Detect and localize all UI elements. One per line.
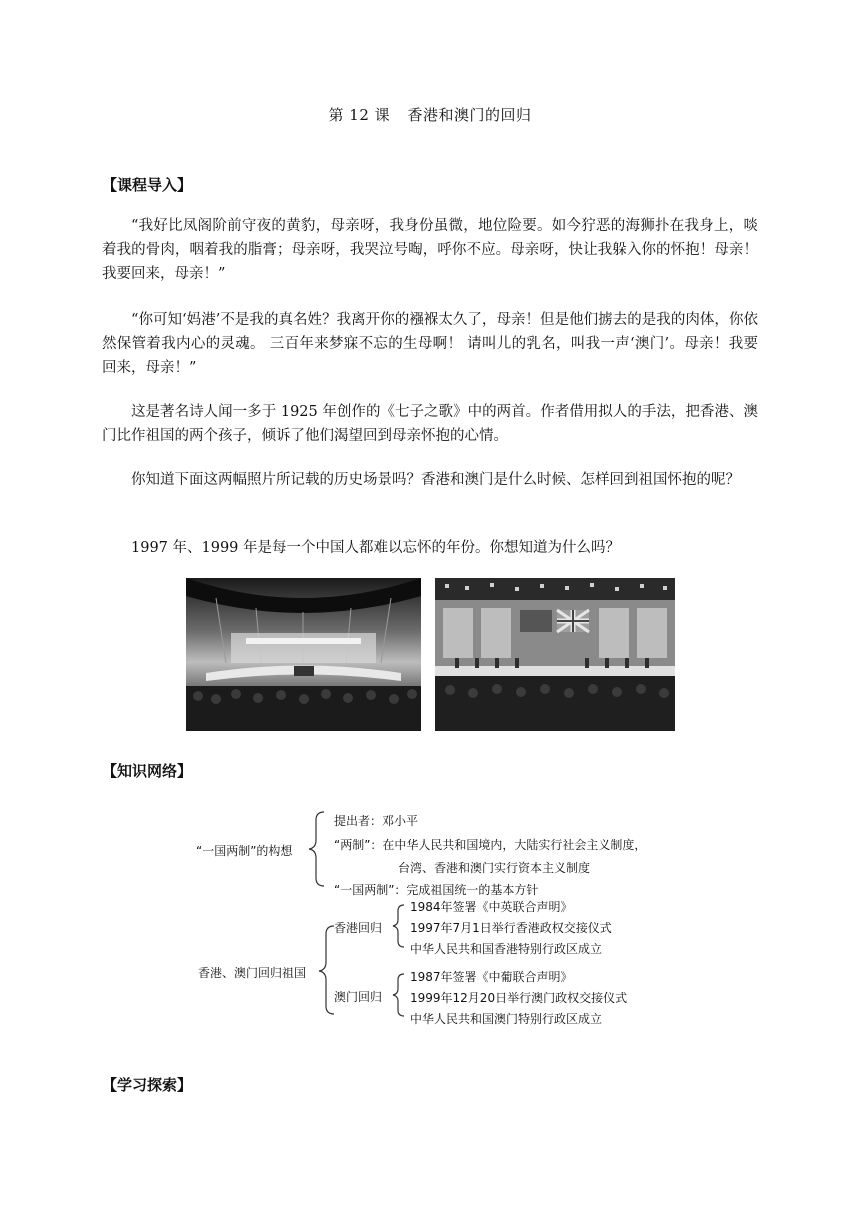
handover-photo-hongkong [186, 578, 421, 731]
diagram-hongkong-return: 香港回归 [334, 921, 383, 935]
knowledge-network-diagram [188, 802, 648, 1042]
lesson-number: 第 12 课 [328, 106, 391, 124]
paragraph-poem-hongkong: “我好比凤阁阶前守夜的黄豹，母亲呀，我身份虽微，地位险要。如今狞恶的海狮扑在我身上，啖着我的骨肉，咽着我的脂膏；母亲呀，我哭泣号啕，呼你不应。母亲呀，快让我躲入你的怀抱！母亲！我要回来，母亲！” [102, 218, 758, 282]
lesson-name: 香港和澳门的回归 [407, 106, 532, 124]
section-heading-intro: 【课程导入】 [102, 176, 193, 194]
diagram-one-country-principle: “一国两制”：完成祖国统一的基本方针 [334, 883, 539, 897]
paragraph-question: 你知道下面这两幅照片所记载的历史场景吗？香港和澳门是什么时候、怎样回到祖国怀抱的呢？ [131, 472, 740, 488]
diagram-macau-return: 澳门回归 [334, 990, 383, 1004]
diagram-proposer: 提出者：邓小平 [334, 814, 419, 828]
page-title [0, 104, 860, 125]
paragraph-poem-explanation: 这是著名诗人闻一多于 1925 年创作的《七子之歌》中的两首。作者借用拟人的手法，把香港、澳门比作祖国的两个孩子，倾诉了他们渴望回到母亲怀抱的心情。 [102, 404, 758, 444]
diagram-macau-item: 中华人民共和国澳门特别行政区成立 [410, 1012, 603, 1026]
diagram-hk-item: 中华人民共和国香港特别行政区成立 [410, 942, 603, 956]
section-heading-explore: 【学习探索】 [102, 1076, 193, 1094]
handover-photo-macau [435, 578, 675, 731]
diagram-two-systems-line1: “两制”：在中华人民共和国境内，大陆实行社会主义制度， [334, 838, 647, 852]
diagram-hk-item: 1984年签署《中英联合声明》 [410, 900, 573, 914]
diagram-macau-item: 1987年签署《中葡联合声明》 [410, 970, 573, 984]
diagram-root-return: 香港、澳门回归祖国 [198, 966, 307, 980]
section-heading-network: 【知识网络】 [102, 762, 193, 780]
diagram-two-systems-line2: 台湾、香港和澳门实行资本主义制度 [398, 861, 591, 875]
paragraph-poem-macau: “你可知‘妈港’不是我的真名姓？我离开你的襁褓太久了，母亲！但是他们掳去的是我的肉体，你依然保管着我内心的灵魂。 三百年来梦寐不忘的生母啊！ 请叫儿的乳名，叫我一声‘澳门’。母亲！我要回来，母亲！” [102, 312, 758, 376]
paragraph-years: 1997 年、1999 年是每一个中国人都难以忘怀的年份。你想知道为什么吗？ [131, 540, 621, 556]
diagram-hk-item: 1997年7月1日举行香港政权交接仪式 [410, 921, 612, 935]
diagram-root-one-country-two-systems: “一国两制”的构想 [196, 844, 293, 858]
diagram-macau-item: 1999年12月20日举行澳门政权交接仪式 [410, 991, 628, 1005]
